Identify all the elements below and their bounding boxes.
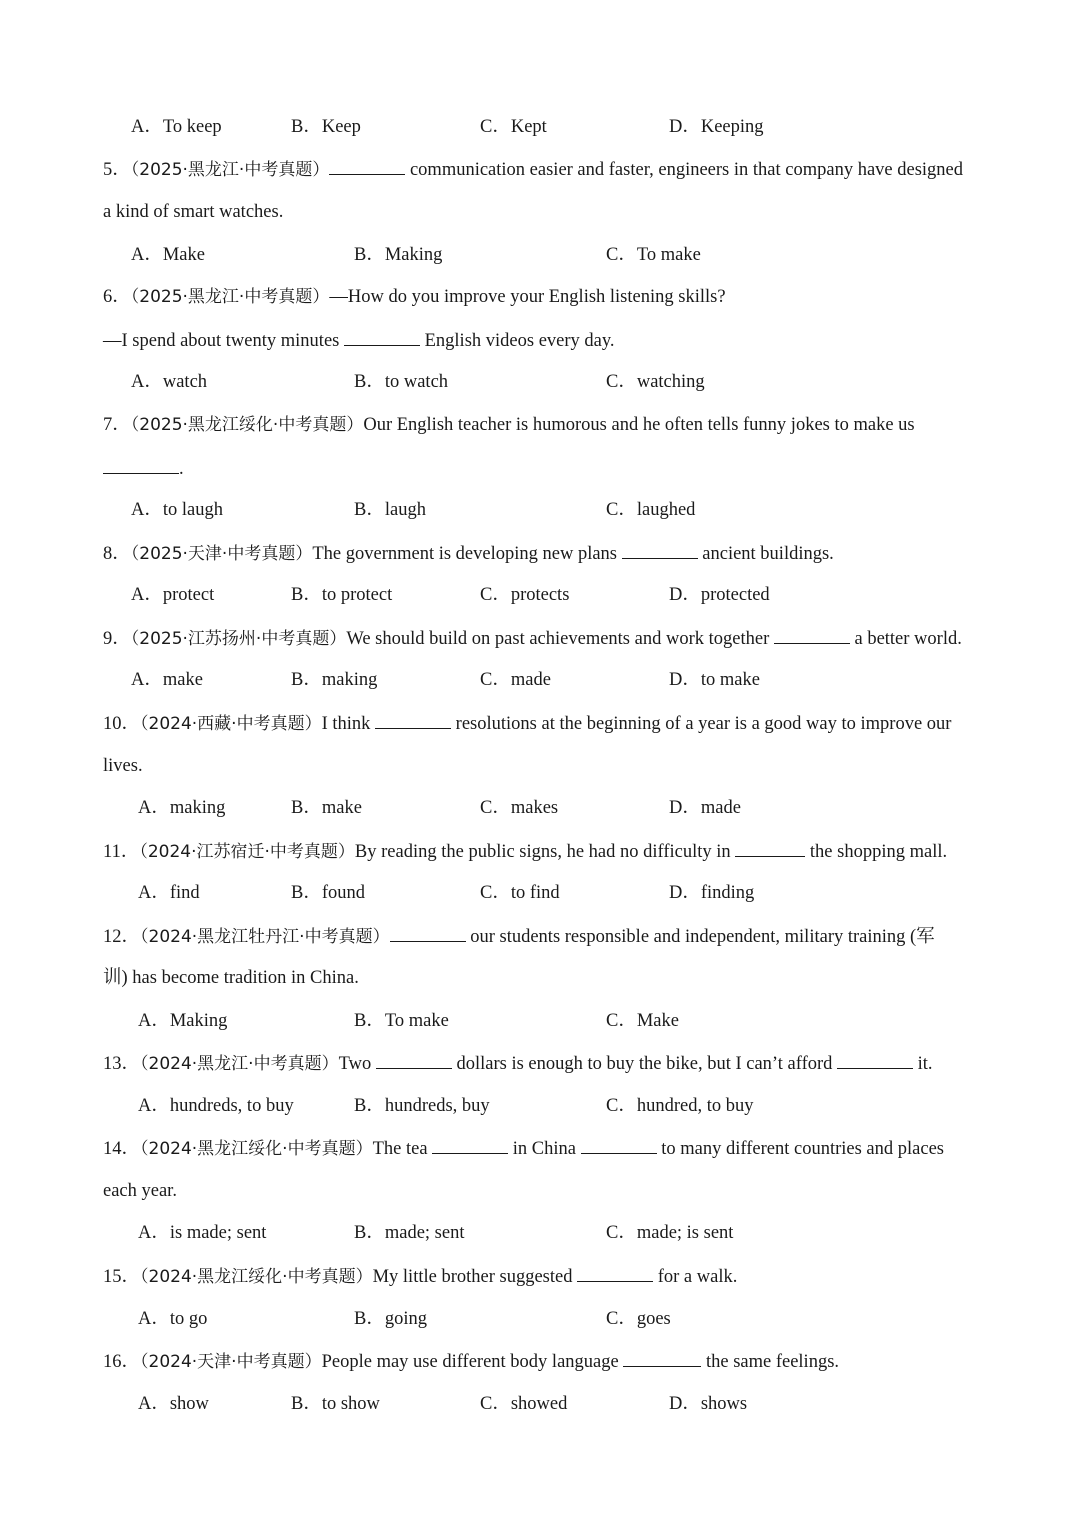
q14-option-a[interactable]: A．is made; sent xyxy=(138,1223,267,1243)
q10-option-c[interactable]: C．makes xyxy=(480,798,559,818)
q10-option-a[interactable]: A．making xyxy=(138,798,226,818)
q7-option-a[interactable]: A．to laugh xyxy=(131,500,223,520)
q11-text2: the shopping mall. xyxy=(805,842,948,862)
q7-source: （2025·黑龙江绥化·中考真题） xyxy=(130,415,364,435)
q13-text3: it. xyxy=(913,1054,933,1074)
q12-option-b[interactable]: B．To make xyxy=(354,1011,449,1031)
q16-source: （2024·天津·中考真题） xyxy=(140,1352,322,1372)
q8-option-b[interactable]: B．to protect xyxy=(291,585,393,605)
q15-text: My little brother suggested xyxy=(372,1267,578,1287)
q10-stem xyxy=(103,711,951,736)
q16-text: People may use different body language xyxy=(321,1352,624,1372)
q9-option-a[interactable]: A．make xyxy=(131,670,203,690)
q16-option-b[interactable]: B．to show xyxy=(291,1394,380,1414)
q9-option-c[interactable]: C．made xyxy=(480,670,551,690)
q6-stem xyxy=(103,285,726,309)
q12-option-a[interactable]: A．Making xyxy=(138,1011,228,1031)
q13-number: 13． xyxy=(103,1054,141,1074)
q4-option-b[interactable]: B．Keep xyxy=(291,117,361,137)
q13-text2: dollars is enough to buy the bike, but I can’t afford xyxy=(451,1054,838,1074)
q10-stem-line2: lives. xyxy=(103,756,143,776)
q6-number: 6． xyxy=(103,287,131,307)
q6-text: —How do you improve your English listening skills? xyxy=(329,287,726,307)
q11-option-d[interactable]: D．finding xyxy=(669,883,755,903)
q12-option-c[interactable]: C．Make xyxy=(606,1011,679,1031)
q14-blank-2[interactable] xyxy=(581,1136,657,1154)
q15-stem xyxy=(103,1264,737,1289)
q10-option-d[interactable]: D．made xyxy=(669,798,741,818)
q14-option-b[interactable]: B．made; sent xyxy=(354,1223,465,1243)
q10-blank[interactable] xyxy=(375,711,451,729)
q10-option-b[interactable]: B．make xyxy=(291,798,362,818)
q14-stem xyxy=(103,1136,944,1161)
q5-stem-line2: a kind of smart watches. xyxy=(103,202,284,222)
q13-blank-1[interactable] xyxy=(376,1051,452,1069)
q7-stem xyxy=(103,413,915,437)
q9-option-b[interactable]: B．making xyxy=(291,670,378,690)
q14-text2: in China xyxy=(508,1139,581,1159)
q11-option-c[interactable]: C．to find xyxy=(480,883,560,903)
q7-text: Our English teacher is humorous and he often tells funny jokes to make us xyxy=(363,415,915,435)
q8-number: 8． xyxy=(103,544,131,564)
q11-number: 11． xyxy=(103,842,140,862)
q15-option-c[interactable]: C．goes xyxy=(606,1309,671,1329)
q6-blank[interactable] xyxy=(344,328,420,346)
q6-source: （2025·黑龙江·中考真题） xyxy=(130,287,330,307)
q13-option-b[interactable]: B．hundreds, buy xyxy=(354,1096,490,1116)
q8-stem xyxy=(103,541,834,566)
q12-blank[interactable] xyxy=(390,924,466,942)
q5-source: （2025·黑龙江·中考真题） xyxy=(130,160,330,180)
q8-blank[interactable] xyxy=(622,541,698,559)
q6-stem-line2 xyxy=(103,328,615,353)
q14-number: 14． xyxy=(103,1139,141,1159)
q13-blank-2[interactable] xyxy=(837,1051,913,1069)
q5-text: communication easier and faster, engineers in that company have designed xyxy=(405,160,963,180)
q9-option-d[interactable]: D．to make xyxy=(669,670,760,690)
q16-text2: the same feelings. xyxy=(701,1352,840,1372)
q14-text3: to many different countries and places xyxy=(656,1139,944,1159)
q12-stem-line2: 训) has become tradition in China. xyxy=(103,968,359,988)
q13-option-a[interactable]: A．hundreds, to buy xyxy=(138,1096,294,1116)
q9-text: We should build on past achievements and work together xyxy=(346,629,774,649)
q16-option-d[interactable]: D．shows xyxy=(669,1394,748,1414)
q5-number: 5． xyxy=(103,160,131,180)
q7-stem-line2 xyxy=(103,456,184,481)
q15-option-a[interactable]: A．to go xyxy=(138,1309,208,1329)
q5-option-b[interactable]: B．Making xyxy=(354,245,443,265)
q14-option-c[interactable]: C．made; is sent xyxy=(606,1223,734,1243)
q13-stem xyxy=(103,1051,933,1076)
q15-blank[interactable] xyxy=(577,1264,653,1282)
q7-option-b[interactable]: B．laugh xyxy=(354,500,426,520)
q15-option-b[interactable]: B．going xyxy=(354,1309,427,1329)
q7-text2: . xyxy=(179,459,184,479)
q5-option-c[interactable]: C．To make xyxy=(606,245,701,265)
q6-text2: —I spend about twenty minutes xyxy=(103,331,344,351)
q16-option-c[interactable]: C．showed xyxy=(480,1394,568,1414)
q10-text2: resolutions at the beginning of a year is a good way to improve our xyxy=(451,714,952,734)
q7-option-c[interactable]: C．laughed xyxy=(606,500,696,520)
q4-option-d[interactable]: D．Keeping xyxy=(669,117,764,137)
q4-option-c[interactable]: C．Kept xyxy=(480,117,547,137)
q8-text2: ancient buildings. xyxy=(697,544,834,564)
q5-option-a[interactable]: A．Make xyxy=(131,245,205,265)
q7-blank[interactable] xyxy=(103,456,179,474)
q14-text: The tea xyxy=(372,1139,433,1159)
q11-stem xyxy=(103,839,947,864)
q16-number: 16． xyxy=(103,1352,141,1372)
q8-option-d[interactable]: D．protected xyxy=(669,585,770,605)
q7-number: 7． xyxy=(103,415,131,435)
q13-source: （2024·黑龙江·中考真题） xyxy=(140,1054,339,1074)
q15-text2: for a walk. xyxy=(653,1267,738,1287)
q6-option-b[interactable]: B．to watch xyxy=(354,372,449,392)
q9-stem xyxy=(103,626,962,651)
q12-number: 12． xyxy=(103,927,141,947)
q12-stem xyxy=(103,924,935,949)
q12-source: （2024·黑龙江牡丹江·中考真题） xyxy=(140,927,390,947)
q6-option-c[interactable]: C．watching xyxy=(606,372,705,392)
q10-source: （2024·西藏·中考真题） xyxy=(140,714,322,734)
q15-number: 15． xyxy=(103,1267,141,1287)
q13-option-c[interactable]: C．hundred, to buy xyxy=(606,1096,754,1116)
q5-blank[interactable] xyxy=(329,157,405,175)
q8-source: （2025·天津·中考真题） xyxy=(130,544,313,564)
q11-text: By reading the public signs, he had no difficulty in xyxy=(354,842,736,862)
q5-stem xyxy=(103,157,963,182)
q15-source: （2024·黑龙江绥化·中考真题） xyxy=(140,1267,373,1287)
q16-option-a[interactable]: A．show xyxy=(138,1394,209,1414)
q11-source: （2024·江苏宿迁·中考真题） xyxy=(139,842,355,862)
q11-blank[interactable] xyxy=(735,839,805,857)
q9-source: （2025·江苏扬州·中考真题） xyxy=(130,629,347,649)
q13-text: Two xyxy=(338,1054,376,1074)
q10-text: I think xyxy=(321,714,376,734)
q8-option-a[interactable]: A．protect xyxy=(131,585,215,605)
q11-option-b[interactable]: B．found xyxy=(291,883,366,903)
q8-option-c[interactable]: C．protects xyxy=(480,585,570,605)
q6-option-a[interactable]: A．watch xyxy=(131,372,208,392)
q14-stem-line2: each year. xyxy=(103,1181,177,1201)
q4-option-a[interactable]: A．To keep xyxy=(131,117,222,137)
q14-blank-1[interactable] xyxy=(432,1136,508,1154)
q12-text: our students responsible and independent, military training (军 xyxy=(465,927,935,947)
q9-text2: a better world. xyxy=(849,629,962,649)
q11-option-a[interactable]: A．find xyxy=(138,883,200,903)
q9-number: 9． xyxy=(103,629,131,649)
q9-blank[interactable] xyxy=(774,626,850,644)
q10-number: 10． xyxy=(103,714,141,734)
q16-stem xyxy=(103,1349,839,1374)
q8-text: The government is developing new plans xyxy=(312,544,622,564)
q14-source: （2024·黑龙江绥化·中考真题） xyxy=(140,1139,373,1159)
q6-text3: English videos every day. xyxy=(419,331,615,351)
q16-blank[interactable] xyxy=(623,1349,701,1367)
